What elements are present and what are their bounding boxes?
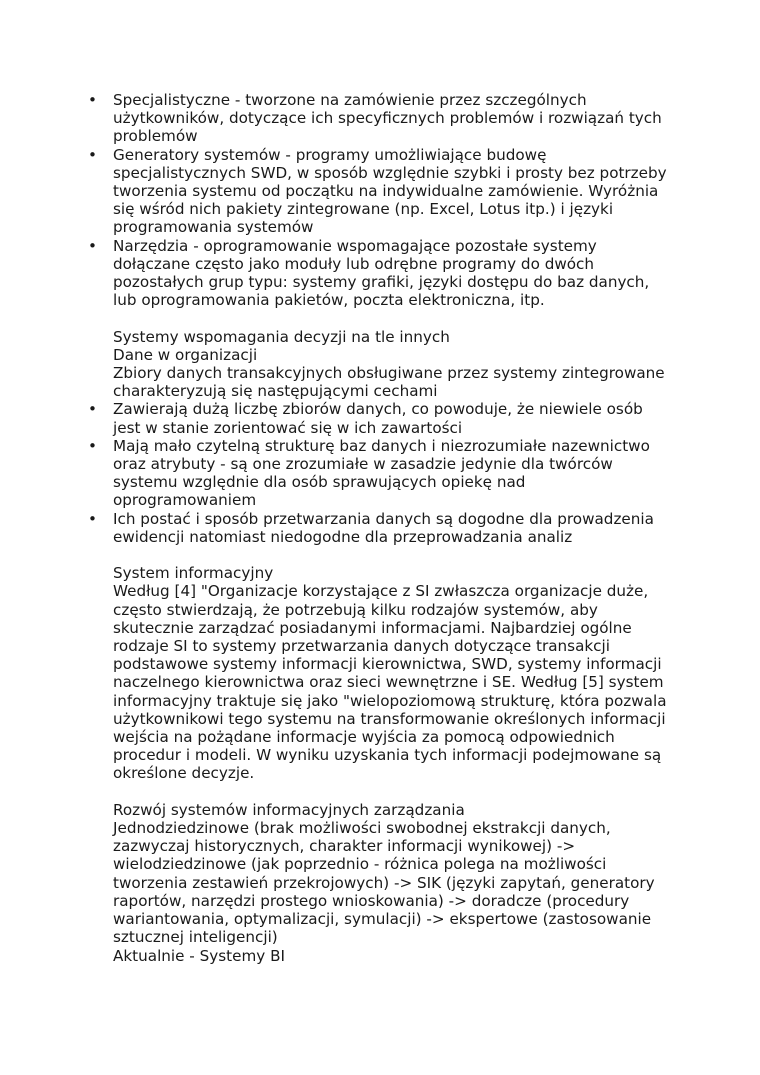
list-item: • Zawierają dużą liczbę zbiorów danych, co powoduje, że niewiele osób jest w stanie zorientować się w ich zawartości: [113, 400, 673, 436]
section-heading: System informacyjny: [113, 564, 274, 583]
section-heading: Systemy wspomagania decyzji na tle innych: [113, 327, 450, 346]
list-item: • Specjalistyczne - tworzone na zamówienie przez szczególnych użytkowników, dotyczące ich specyficznych problemów i rozwiązań tych problemów: [113, 91, 673, 146]
paragraph: Jednodziedzinowe (brak możliwości swobodnej ekstrakcji danych, zazwyczaj historycznych, charakter informacji wynikowej) -> wielodziedzinowe (jak poprzednio - różnica polega na możliwości tworzenia zestawień przekrojowych) -> SIK (języki zapytań, generatory raportów, narzędzi prostego wnioskowania) -> doradcze (procedury wariantowania, optymalizacji, symulacji) -> ekspertowe (zastosowanie sztucznej inteligencji): [113, 819, 655, 947]
spacer: [113, 309, 673, 327]
section-heading: Rozwój systemów informacyjnych zarządzania: [113, 800, 465, 819]
paragraph: Zbiory danych transakcyjnych obsługiwane przez systemy zintegrowane charakteryzują się następującymi cechami: [113, 364, 665, 401]
list-item: • Mają mało czytelną strukturę baz danych i niezrozumiałe nazewnictwo oraz atrybuty - są one zrozumiałe w zasadzie jedynie dla twórców systemu względnie dla osób sprawujących opiekę nad oprogramowaniem: [113, 437, 673, 510]
paragraph: Według [4] "Organizacje korzystające z SI zwłaszcza organizacje duże, często stwierdzają, że potrzebują kilku rodzajów systemów, aby skutecznie zarządzać posiadanymi informacjami. Najbardziej ogólne rodzaje SI to systemy przetwarzania danych dotyczące transakcji podstawowe systemy informacji kierownictwa, SWD, systemy informacji naczelnego kierownictwa oraz sieci wewnętrzne i SE. Według [5] system informacyjny traktuje się jako "wielopoziomową strukturę, która pozwala użytkownikowi tego systemu na transformowanie określonych informacji wejścia na pożądane informacje wyjścia za pomocą odpowiednich procedur i modeli. W wyniku uzyskania tych informacji podejmowane są określone decyzje.: [113, 582, 667, 783]
paragraph: Aktualnie - Systemy BI: [113, 946, 285, 965]
list-item: • Ich postać i sposób przetwarzania danych są dogodne dla prowadzenia ewidencji natomiast niedogodne dla przeprowadzania analiz: [113, 510, 673, 546]
data-features-list: [113, 400, 673, 546]
spacer: [113, 783, 673, 801]
section-subheading: Dane w organizacji: [113, 345, 258, 364]
list-item: • Narzędzia - oprogramowanie wspomagające pozostałe systemy dołączane często jako moduły lub odrębne programy do dwóch pozostałych grup typu: systemy grafiki, języki dostępu do baz danych, lub oprogramowania pakietów, poczta elektroniczna, itp.: [113, 237, 673, 310]
system-types-list: [113, 91, 673, 309]
list-item: • Generatory systemów - programy umożliwiające budowę specjalistycznych SWD, w sposób względnie szybki i prosty bez potrzeby tworzenia systemu od początku na indywidualne zamówienie. Wyróżnia się wśród nich pakiety zintegrowane (np. Excel, Lotus itp.) i języki programowania systemów: [113, 146, 673, 237]
spacer: [113, 546, 673, 564]
document-content: [113, 91, 673, 965]
